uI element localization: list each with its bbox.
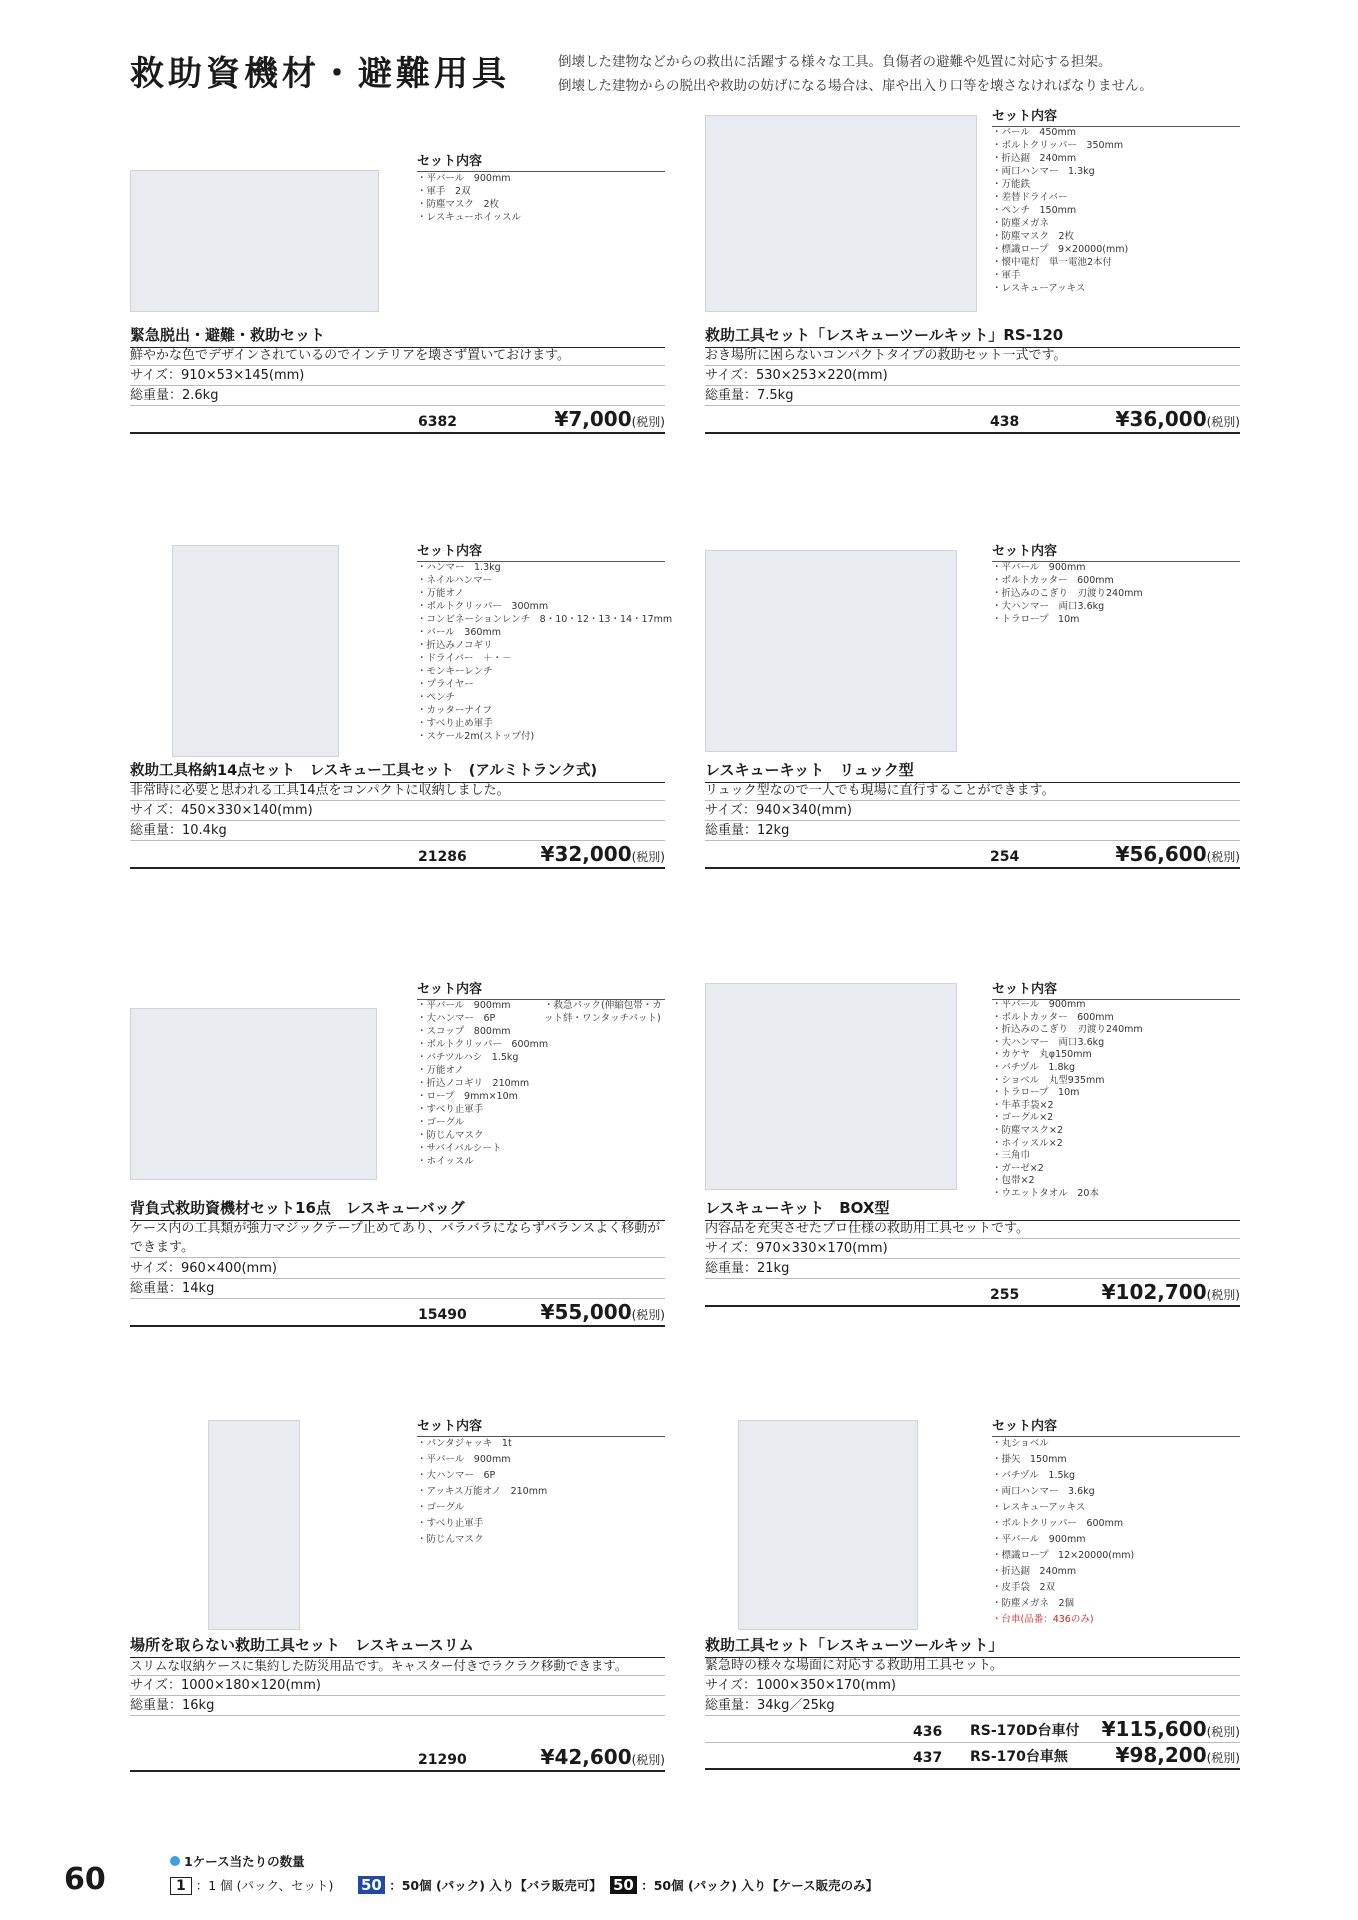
price-row	[705, 843, 1240, 869]
set-item: ・カケヤ 丸φ150mm	[992, 1049, 1092, 1061]
set-item: ・折込ノコギリ 210mm	[417, 1078, 530, 1089]
set-list	[992, 1436, 1240, 1628]
set-item: ・万能オノ	[417, 588, 464, 599]
product-name: 場所を取らない救助工具セット レスキュースリム	[130, 1634, 665, 1658]
price-row	[705, 408, 1240, 434]
set-item: ・トラロープ 10m	[992, 614, 1080, 625]
set-item: ・ボルトクリッパー 300mm	[417, 601, 549, 612]
legend-text: ：50個 (パック) 入り【バラ販売可】	[389, 1878, 602, 1893]
set-item: ・ボルトクリッパー 350mm	[992, 140, 1124, 151]
set-item: ・防塵メガネ	[992, 218, 1050, 229]
set-item: ・標識ロープ 9×20000(mm)	[992, 244, 1129, 255]
set-item: ・平バール 900mm	[992, 1534, 1086, 1545]
price-row	[705, 1744, 1240, 1770]
price-row	[130, 1746, 665, 1772]
product-photo	[738, 1420, 918, 1630]
set-item: ・大ハンマー 両口3.6kg	[992, 601, 1105, 612]
set-item: ・折込みのこぎり 刃渡り240mm	[992, 588, 1143, 599]
set-item: ・ゴーグル	[417, 1502, 465, 1513]
set-header: セット内容	[417, 978, 665, 1000]
set-item: ・防塵メガネ 2個	[992, 1598, 1075, 1609]
legend-text: ：1 個 (パック、セット)	[195, 1878, 334, 1893]
product-size: サイズ：530×253×220(mm)	[705, 366, 1240, 386]
set-item: ・救急パック(伸縮包帯・カット絆・ワンタッチパット)	[544, 1000, 662, 1024]
set-item: ・平バール 900mm	[992, 562, 1086, 573]
set-item: ・掛矢 150mm	[992, 1454, 1067, 1465]
set-list	[417, 999, 665, 1185]
product-desc: スリムな収納ケースに集約した防災用品です。キャスター付きでラクラク移動できます。	[130, 1656, 665, 1676]
product-name: レスキューキット BOX型	[705, 1197, 1240, 1221]
product-price: ¥32,000(税別)	[540, 842, 665, 866]
product-desc: おき場所に困らないコンパクトタイプの救助セット一式です。	[705, 346, 1240, 366]
product-code: 438	[990, 414, 1020, 430]
set-item: ・バチヅル 1.5kg	[992, 1470, 1076, 1481]
legend-item-fifty-case	[610, 1876, 878, 1894]
set-item: ・両口ハンマー 1.3kg	[992, 166, 1095, 177]
set-item: ・万能鉄	[992, 179, 1031, 190]
product-code: 254	[990, 849, 1020, 865]
set-item: ・平バール 900mm	[417, 173, 511, 184]
tax-label: (税別)	[1206, 1288, 1240, 1302]
legend-text: ：50個 (パック) 入り【ケース販売のみ】	[641, 1878, 879, 1893]
set-item: ・レスキューアッキス	[992, 283, 1086, 294]
tax-label: (税別)	[631, 415, 665, 429]
legend-heading: 1ケース当たりの数量	[170, 1852, 305, 1870]
set-item: ・軍手	[992, 270, 1021, 281]
product-photo	[172, 545, 339, 757]
product-weight: 総重量：7.5kg	[705, 386, 1240, 406]
set-item: ・ゴーグル×2	[992, 1112, 1054, 1124]
set-item: ・防塵マスク 2枚	[992, 231, 1075, 242]
product-price: ¥115,600(税別)	[1101, 1717, 1240, 1741]
set-item: ・防塵マスク×2	[992, 1124, 1064, 1136]
tax-label: (税別)	[631, 1308, 665, 1322]
product-size: サイズ：1000×350×170(mm)	[705, 1676, 1240, 1696]
set-item: ・ペンチ	[417, 692, 456, 703]
qty-box-50: 50	[358, 1876, 385, 1894]
set-item: ・バール 360mm	[417, 627, 501, 638]
product-card	[705, 1420, 1240, 1800]
tax-label: (税別)	[631, 1753, 665, 1767]
product-weight: 総重量：10.4kg	[130, 821, 665, 841]
set-list	[417, 561, 673, 743]
set-item: ・コンビネーションレンチ 8・10・12・13・14・17mm	[417, 614, 673, 625]
set-item: ・三角巾	[992, 1150, 1031, 1162]
product-name: 救助工具格納14点セット レスキュー工具セット (アルミトランク式)	[130, 759, 665, 783]
set-item: ・ネイルハンマー	[417, 575, 493, 586]
product-name: 救助工具セット「レスキューツールキット」	[705, 1634, 1240, 1658]
set-item: ・バチツルハシ 1.5kg	[417, 1052, 519, 1063]
set-header: セット内容	[992, 540, 1240, 562]
product-desc: 非常時に必要と思われる工具14点をコンパクトに収納しました。	[130, 781, 665, 801]
product-card	[705, 983, 1240, 1363]
product-size: サイズ：910×53×145(mm)	[130, 366, 665, 386]
set-item: ・サバイバルシート	[417, 1143, 502, 1154]
set-item: ・差替ドライバー	[992, 192, 1068, 203]
set-header: セット内容	[992, 105, 1240, 127]
product-code: 436	[913, 1724, 943, 1740]
product-weight: 総重量：14kg	[130, 1279, 665, 1299]
set-item: ・すべり止軍手	[417, 1518, 484, 1529]
set-item: ・平バール 900mm	[417, 1000, 511, 1011]
set-item: ・ボルトクリッパー 600mm	[992, 1518, 1124, 1529]
set-item: ・包帯×2	[992, 1175, 1035, 1187]
product-photo	[705, 115, 977, 312]
set-item: ・ロープ 9mm×10m	[417, 1091, 518, 1102]
product-code: 6382	[418, 414, 457, 430]
product-desc: ケース内の工具類が強力マジックテープ止めてあり、バラバラにならずバランスよく移動ができます。	[130, 1219, 665, 1258]
product-size: サイズ：1000×180×120(mm)	[130, 1676, 665, 1696]
product-price: ¥98,200(税別)	[1115, 1743, 1240, 1767]
set-item: ・大ハンマー 6P	[417, 1013, 496, 1024]
product-name: 緊急脱出・避難・救助セット	[130, 324, 665, 348]
set-item: ・ショベル 丸型935mm	[992, 1074, 1105, 1086]
set-item: ・折込みノコギリ	[417, 640, 493, 651]
product-code: 21290	[418, 1752, 467, 1768]
product-weight: 総重量：12kg	[705, 821, 1240, 841]
product-card	[130, 110, 665, 470]
set-list	[992, 126, 1240, 295]
set-item: ・大ハンマー 両口3.6kg	[992, 1036, 1105, 1048]
tax-label: (税別)	[1206, 415, 1240, 429]
product-card	[705, 545, 1240, 905]
set-list	[417, 172, 665, 224]
set-item: ・平バール 900mm	[992, 999, 1086, 1010]
set-item: ・パンタジャッキ 1t	[417, 1438, 512, 1449]
set-item: ・防じんマスク	[417, 1534, 484, 1545]
legend-item-fifty	[358, 1876, 602, 1894]
set-header: セット内容	[417, 1415, 665, 1437]
set-list	[992, 561, 1240, 626]
product-desc: 内容品を充実させたプロ仕様の救助用工具セットです。	[705, 1219, 1240, 1239]
set-item: ・プライヤー	[417, 679, 474, 690]
product-desc: 鮮やかな色でデザインされているのでインテリアを壊さず置いておけます。	[130, 346, 665, 366]
product-size: サイズ：960×400(mm)	[130, 1259, 665, 1279]
product-price: ¥102,700(税別)	[1101, 1280, 1240, 1304]
product-code: 437	[913, 1750, 943, 1766]
set-header: セット内容	[992, 1415, 1240, 1437]
price-row	[130, 408, 665, 434]
set-item: ・モンキーレンチ	[417, 666, 493, 677]
set-item: ・ドライバー ＋・－	[417, 653, 512, 664]
set-item: ・アッキス万能オノ 210mm	[417, 1486, 548, 1497]
product-photo	[705, 550, 957, 752]
set-item: ・ボルトクリッパー 600mm	[417, 1039, 549, 1050]
set-item: ・トラロープ 10m	[992, 1087, 1080, 1099]
product-weight: 総重量：2.6kg	[130, 386, 665, 406]
set-item: ・ウエットタオル 20本	[992, 1187, 1099, 1199]
set-list	[417, 1436, 665, 1548]
product-model: RS-170台車無	[970, 1749, 1068, 1765]
set-item: ・防じんマスク	[417, 1130, 484, 1141]
page-title: 救助資機材・避難用具	[130, 54, 510, 94]
set-item: ・ホイッスル×2	[992, 1137, 1063, 1149]
set-item: ・懐中電灯 単一電池2本付	[992, 257, 1113, 268]
product-weight: 総重量：16kg	[130, 1696, 665, 1716]
product-model: RS-170D台車付	[970, 1723, 1080, 1739]
set-item: ・ホイッスル	[417, 1156, 474, 1167]
product-price: ¥55,000(税別)	[540, 1300, 665, 1324]
set-item: ・万能オノ	[417, 1065, 464, 1076]
product-photo	[130, 1008, 377, 1180]
bullet-icon	[170, 1856, 180, 1866]
set-item: ・防塵マスク 2枚	[417, 199, 500, 210]
price-row	[130, 1301, 665, 1327]
tax-label: (税別)	[1206, 1725, 1240, 1739]
product-name: 救助工具セット「レスキューツールキット」RS-120	[705, 324, 1240, 348]
set-item: ・丸ショベル	[992, 1438, 1049, 1449]
set-header: セット内容	[992, 978, 1240, 1000]
set-item: ・ペンチ 150mm	[992, 205, 1077, 216]
product-card	[705, 110, 1240, 470]
product-photo	[130, 170, 379, 312]
set-header: セット内容	[417, 150, 665, 172]
set-item: ・ガーゼ×2	[992, 1162, 1044, 1174]
set-item: ・スケール2m(ストップ付)	[417, 731, 535, 742]
set-list	[992, 999, 1240, 1201]
set-item: ・レスキューアッキス	[992, 1502, 1086, 1513]
set-item: ・折込鋸 240mm	[992, 1566, 1077, 1577]
product-weight: 総重量：21kg	[705, 1259, 1240, 1279]
product-code: 21286	[418, 849, 467, 865]
price-row	[130, 843, 665, 869]
qty-box-50-case: 50	[610, 1876, 637, 1894]
tax-label: (税別)	[631, 850, 665, 864]
set-item: ・スコップ 800mm	[417, 1026, 511, 1037]
product-name: レスキューキット リュック型	[705, 759, 1240, 783]
product-card	[130, 983, 665, 1363]
product-card	[130, 544, 673, 905]
qty-box-1: 1	[170, 1877, 192, 1895]
set-item: ・すべり止軍手	[417, 1104, 484, 1115]
product-size: サイズ：940×340(mm)	[705, 801, 1240, 821]
set-item: ・バチヅル 1.8kg	[992, 1061, 1076, 1073]
set-item: ・バール 450mm	[992, 127, 1076, 138]
product-price: ¥56,600(税別)	[1115, 842, 1240, 866]
intro-line-1: 倒壊した建物などからの救出に活躍する様々な工具。負傷者の避難や処置に対応する担架。	[558, 54, 1112, 70]
product-size: サイズ：970×330×170(mm)	[705, 1239, 1240, 1259]
product-photo	[705, 983, 957, 1190]
set-item: ・レスキューホイッスル	[417, 212, 522, 223]
set-item: ・皮手袋 2双	[992, 1582, 1056, 1593]
set-item: ・牛革手袋×2	[992, 1099, 1054, 1111]
page-number: 60	[64, 1862, 106, 1897]
set-item: ・折込みのこぎり 刃渡り240mm	[992, 1024, 1143, 1036]
product-code: 255	[990, 1287, 1020, 1303]
legend-item-single	[170, 1876, 333, 1895]
set-item: ・ゴーグル	[417, 1117, 465, 1128]
set-item: ・ボルトカッター 600mm	[992, 575, 1114, 586]
product-desc: リュック型なので一人でも現場に直行することができます。	[705, 781, 1240, 801]
product-code: 15490	[418, 1307, 467, 1323]
product-weight: 総重量：34kg／25kg	[705, 1696, 1240, 1716]
product-card	[130, 1420, 665, 1780]
set-item-note: ・台車(品番：436のみ)	[992, 1614, 1094, 1625]
product-name: 背負式救助資機材セット16点 レスキューバッグ	[130, 1197, 665, 1221]
tax-label: (税別)	[1206, 850, 1240, 864]
product-size: サイズ：450×330×140(mm)	[130, 801, 665, 821]
set-item: ・カッターナイフ	[417, 705, 492, 716]
tax-label: (税別)	[1206, 1751, 1240, 1765]
set-item: ・両口ハンマー 3.6kg	[992, 1486, 1095, 1497]
set-item: ・ボルトカッター 600mm	[992, 1011, 1114, 1023]
price-row	[705, 1718, 1240, 1743]
product-desc: 緊急時の様々な場面に対応する救助用工具セット。	[705, 1656, 1240, 1676]
set-item: ・軍手 2双	[417, 186, 471, 197]
price-row	[705, 1281, 1240, 1307]
intro-line-2: 倒壊した建物からの脱出や救助の妨げになる場合は、扉や出入り口等を壊さなければなりません。	[558, 78, 1153, 94]
set-item: ・標識ロープ 12×20000(mm)	[992, 1550, 1135, 1561]
product-price: ¥36,000(税別)	[1115, 407, 1240, 431]
set-item: ・大ハンマー 6P	[417, 1470, 496, 1481]
product-price: ¥7,000(税別)	[554, 407, 665, 431]
set-item: ・ハンマー 1.3kg	[417, 562, 501, 573]
set-item: ・すべり止め軍手	[417, 718, 493, 729]
set-header: セット内容	[417, 540, 665, 562]
product-photo	[208, 1420, 300, 1630]
product-price: ¥42,600(税別)	[540, 1745, 665, 1769]
set-item: ・折込鋸 240mm	[992, 153, 1077, 164]
set-item: ・平バール 900mm	[417, 1454, 511, 1465]
